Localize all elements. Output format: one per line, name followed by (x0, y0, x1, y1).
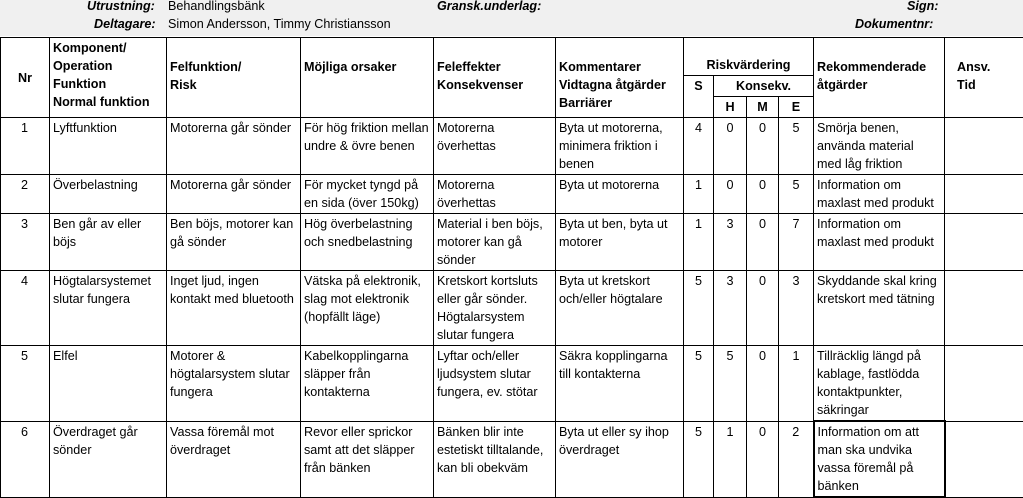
deltagare-value[interactable]: Simon Andersson, Timmy Christiansson (168, 17, 391, 31)
utrustning-value[interactable]: Behandlingsbänk (168, 0, 265, 13)
cell-m[interactable]: 0 (747, 118, 779, 175)
cell-s[interactable]: 5 (684, 271, 714, 346)
col-konsekv: Konsekv. (714, 76, 814, 97)
cell-m[interactable]: 0 (747, 271, 779, 346)
cell-kommentarer[interactable]: Byta ut ben, byta ut motorer (556, 214, 684, 271)
cell-nr[interactable]: 2 (1, 175, 50, 214)
cell-orsaker[interactable]: Kabelkopplingarna släpper från kontakterna (301, 346, 434, 422)
cell-e[interactable]: 1 (779, 346, 814, 422)
col-h: H (714, 97, 747, 118)
cell-orsaker[interactable]: Vätska på elektronik, slag mot elektronik (hopfällt läge) (301, 271, 434, 346)
cell-h[interactable]: 1 (714, 421, 747, 497)
cell-nr[interactable]: 5 (1, 346, 50, 422)
cell-nr[interactable]: 1 (1, 118, 50, 175)
cell-h[interactable]: 3 (714, 214, 747, 271)
cell-komponent[interactable]: Överbelastning (50, 175, 167, 214)
cell-feleffekter[interactable]: Material i ben böjs, motorer kan gå sönder (434, 214, 556, 271)
header-band (0, 0, 1023, 36)
table-row (1, 175, 1023, 214)
cell-nr[interactable]: 6 (1, 421, 50, 497)
cell-felfunktion[interactable]: Motorerna går sönder (167, 118, 301, 175)
cell-kommentarer[interactable]: Byta ut kretskort och/eller högtalare (556, 271, 684, 346)
cell-kommentarer[interactable]: Byta ut eller sy ihop överdraget (556, 421, 684, 497)
cell-s[interactable]: 5 (684, 421, 714, 497)
cell-rekommenderade[interactable]: Smörja benen, använda material med låg friktion (814, 118, 945, 175)
cell-e[interactable]: 5 (779, 175, 814, 214)
cell-orsaker[interactable]: Revor eller sprickor samt att det släpper från bänken (301, 421, 434, 497)
cell-ansv[interactable] (945, 421, 1023, 497)
col-feleffekter: Feleffekter Konsekvenser (434, 38, 556, 118)
cell-e[interactable]: 5 (779, 118, 814, 175)
cell-s[interactable]: 1 (684, 214, 714, 271)
col-riskvardering: Riskvärdering (684, 38, 814, 76)
cell-m[interactable]: 0 (747, 346, 779, 422)
cell-komponent[interactable]: Elfel (50, 346, 167, 422)
col-nr: Nr (1, 38, 50, 118)
table-row (1, 346, 1023, 422)
col-felfunktion: Felfunktion/ Risk (167, 38, 301, 118)
cell-felfunktion[interactable]: Motorer & högtalarsystem slutar fungera (167, 346, 301, 422)
cell-orsaker[interactable]: Hög överbelastning och snedbelastning (301, 214, 434, 271)
cell-ansv[interactable] (945, 175, 1023, 214)
cell-s[interactable]: 5 (684, 346, 714, 422)
table-row (1, 421, 1023, 497)
cell-komponent[interactable]: Överdraget går sönder (50, 421, 167, 497)
cell-rekommenderade[interactable]: Information om maxlast med produkt (814, 175, 945, 214)
deltagare-label: Deltagare: (94, 17, 156, 31)
cell-e[interactable]: 2 (779, 421, 814, 497)
cell-felfunktion[interactable]: Vassa föremål mot överdraget (167, 421, 301, 497)
cell-ansv[interactable] (945, 271, 1023, 346)
table-row (1, 118, 1023, 175)
cell-feleffekter[interactable]: Motorerna överhettas (434, 175, 556, 214)
cell-feleffekter[interactable]: Motorerna överhettas (434, 118, 556, 175)
cell-kommentarer[interactable]: Byta ut motorerna (556, 175, 684, 214)
cell-rekommenderade[interactable]: Tillräcklig längd på kablage, fastlödda kontaktpunkter, säkringar (814, 346, 945, 422)
cell-m[interactable]: 0 (747, 214, 779, 271)
table-row (1, 271, 1023, 346)
table-row (1, 214, 1023, 271)
col-ansv: Ansv. Tid (945, 38, 1023, 118)
cell-feleffekter[interactable]: Bänken blir inte estetiskt tilltalande, kan bli obekväm (434, 421, 556, 497)
cell-felfunktion[interactable]: Ben böjs, motorer kan gå sönder (167, 214, 301, 271)
cell-ansv[interactable] (945, 118, 1023, 175)
cell-rekommenderade[interactable]: Information om att man ska undvika vassa föremål på bänken (814, 421, 945, 497)
utrustning-label: Utrustning: (87, 0, 155, 13)
cell-komponent[interactable]: Ben går av eller böjs (50, 214, 167, 271)
col-komponent: Komponent/ Operation Funktion Normal funktion (50, 38, 167, 118)
risk-table (0, 37, 1023, 498)
cell-felfunktion[interactable]: Motorerna går sönder (167, 175, 301, 214)
cell-komponent[interactable]: Högtalarsystemet slutar fungera (50, 271, 167, 346)
cell-kommentarer[interactable]: Byta ut motorerna, minimera friktion i benen (556, 118, 684, 175)
cell-felfunktion[interactable]: Inget ljud, ingen kontakt med bluetooth (167, 271, 301, 346)
cell-h[interactable]: 3 (714, 271, 747, 346)
cell-h[interactable]: 0 (714, 175, 747, 214)
cell-s[interactable]: 1 (684, 175, 714, 214)
cell-nr[interactable]: 3 (1, 214, 50, 271)
col-orsaker: Möjliga orsaker (301, 38, 434, 118)
col-rekommenderade: Rekommenderade åtgärder (814, 38, 945, 118)
dokumentnr-label: Dokumentnr: (855, 17, 933, 31)
col-m: M (747, 97, 779, 118)
sign-label: Sign: (907, 0, 938, 13)
cell-m[interactable]: 0 (747, 421, 779, 497)
cell-e[interactable]: 3 (779, 271, 814, 346)
cell-feleffekter[interactable]: Kretskort kortsluts eller går sönder. Högtalarsystem slutar fungera (434, 271, 556, 346)
cell-e[interactable]: 7 (779, 214, 814, 271)
cell-ansv[interactable] (945, 346, 1023, 422)
gransk-label: Gransk.underlag: (437, 0, 541, 13)
cell-m[interactable]: 0 (747, 175, 779, 214)
cell-orsaker[interactable]: För mycket tyngd på en sida (över 150kg) (301, 175, 434, 214)
cell-kommentarer[interactable]: Säkra kopplingarna till kontakterna (556, 346, 684, 422)
cell-rekommenderade[interactable]: Information om maxlast med produkt (814, 214, 945, 271)
cell-feleffekter[interactable]: Lyftar och/eller ljudsystem slutar fungera, ev. stötar (434, 346, 556, 422)
cell-komponent[interactable]: Lyftfunktion (50, 118, 167, 175)
col-e: E (779, 97, 814, 118)
cell-rekommenderade[interactable]: Skyddande skal kring kretskort med tätning (814, 271, 945, 346)
col-kommentarer: Kommentarer Vidtagna åtgärder Barriärer (556, 38, 684, 118)
col-s: S (684, 76, 714, 118)
cell-s[interactable]: 4 (684, 118, 714, 175)
cell-nr[interactable]: 4 (1, 271, 50, 346)
cell-orsaker[interactable]: För hög friktion mellan undre & övre benen (301, 118, 434, 175)
cell-ansv[interactable] (945, 214, 1023, 271)
cell-h[interactable]: 5 (714, 346, 747, 422)
cell-h[interactable]: 0 (714, 118, 747, 175)
